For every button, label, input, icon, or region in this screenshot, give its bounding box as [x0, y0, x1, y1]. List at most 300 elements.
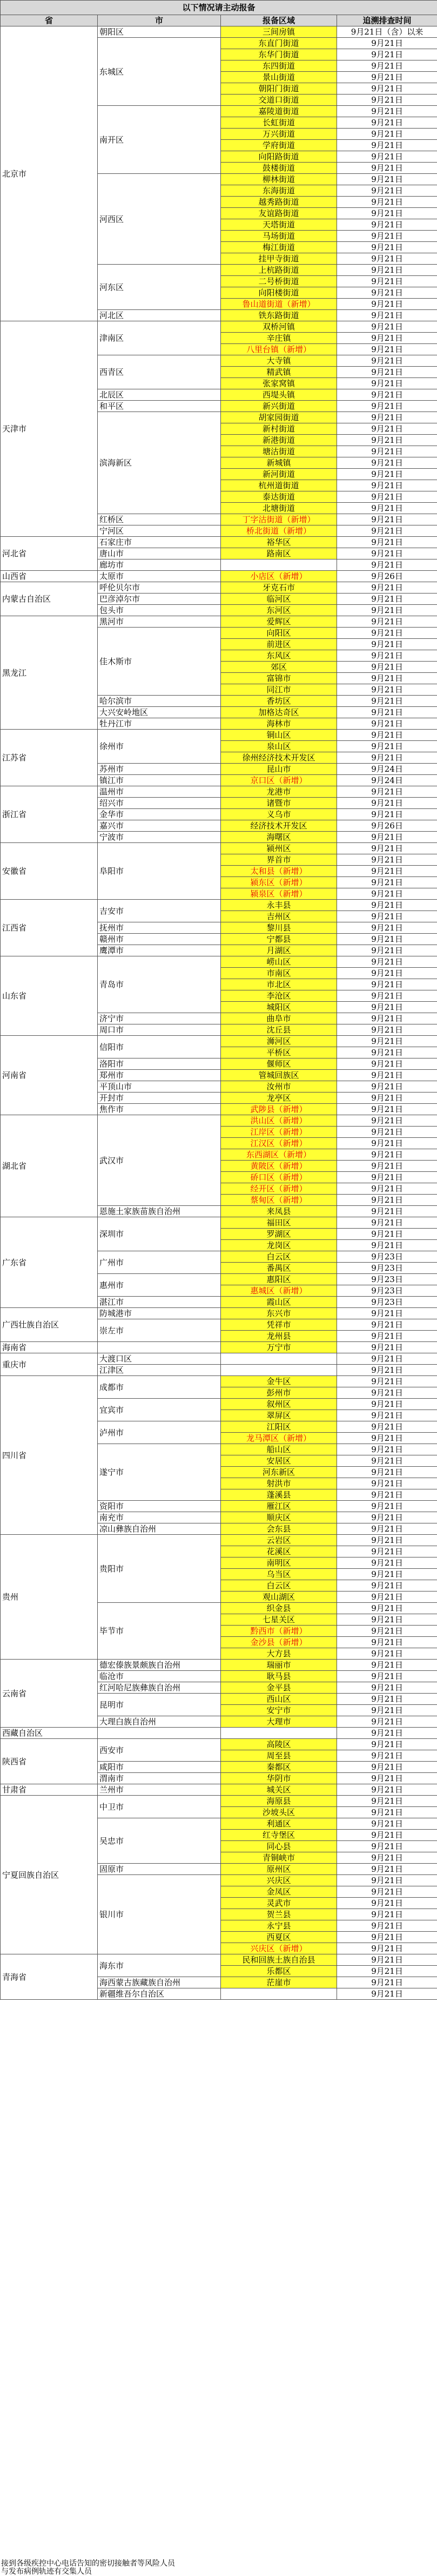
time-cell: 9月21日 — [337, 1660, 437, 1671]
area-cell: 富锦市 — [221, 673, 337, 684]
province-cell: 甘肃省 — [1, 1784, 98, 1796]
area-cell: 朝阳门街道 — [221, 83, 337, 95]
time-cell: 9月21日 — [337, 1161, 437, 1172]
city-cell: 巴彦淖尔市 — [98, 594, 221, 605]
city-cell: 渭南市 — [98, 1773, 221, 1784]
area-cell: 青铜峡市 — [221, 1852, 337, 1864]
city-cell: 太原市 — [98, 571, 221, 582]
city-cell: 遂宁市 — [98, 1444, 221, 1501]
time-cell: 9月21日 — [337, 287, 437, 299]
time-cell: 9月21日 — [337, 1127, 437, 1138]
city-cell: 廊坊市 — [98, 559, 221, 571]
area-cell: 诸暨市 — [221, 798, 337, 809]
area-cell: 大理市 — [221, 1716, 337, 1728]
province-cell: 山东省 — [1, 956, 98, 1036]
city-cell: 焦作市 — [98, 1104, 221, 1115]
province-cell: 黑龙江 — [1, 616, 98, 730]
time-cell: 9月21日 — [337, 752, 437, 764]
area-cell: 新港街道 — [221, 435, 337, 446]
area-cell: 白云区 — [221, 1580, 337, 1592]
time-cell: 9月21日 — [337, 140, 437, 151]
time-cell: 9月21日 — [337, 1603, 437, 1614]
area-cell: 金凤区 — [221, 1886, 337, 1898]
time-cell: 9月21日 — [337, 718, 437, 730]
area-cell: 黔西市（新增） — [221, 1626, 337, 1637]
city-cell: 南充市 — [98, 1512, 221, 1523]
area-cell: 张家窝镇 — [221, 378, 337, 389]
city-cell: 大理白族自治州 — [98, 1716, 221, 1728]
time-cell: 9月21日 — [337, 321, 437, 333]
time-cell: 9月21日 — [337, 1138, 437, 1149]
city-cell: 济宁市 — [98, 1013, 221, 1024]
area-cell: 新兴街道 — [221, 401, 337, 412]
time-cell: 9月21日 — [337, 1104, 437, 1115]
area-cell: 东兴市 — [221, 1308, 337, 1319]
area-cell: 平桥区 — [221, 1047, 337, 1058]
city-cell: 津南区 — [98, 321, 221, 355]
province-cell: 安徽省 — [1, 843, 98, 900]
city-cell: 新疆维吾尔自治区 — [98, 1988, 221, 2000]
province-cell: 内蒙古自治区 — [1, 582, 98, 616]
time-cell: 9月21日 — [337, 1966, 437, 1977]
time-cell: 9月21日 — [337, 72, 437, 83]
time-cell: 9月21日 — [337, 1195, 437, 1206]
city-cell: 赣州市 — [98, 934, 221, 945]
time-cell: 9月21日 — [337, 106, 437, 117]
area-cell: 鲁山道街道（新增） — [221, 299, 337, 310]
city-cell: 红河哈尼族彝族自治州 — [98, 1682, 221, 1694]
time-cell: 9月21日 — [337, 979, 437, 990]
area-cell: 霞山区 — [221, 1297, 337, 1308]
time-cell: 9月21日 — [337, 968, 437, 979]
area-cell: 原州区 — [221, 1864, 337, 1875]
province-cell: 四川省 — [1, 1376, 98, 1535]
table-title: 以下情况请主动报备 — [1, 1, 437, 15]
area-cell: 贺兰县 — [221, 1909, 337, 1920]
province-cell: 贵州 — [1, 1535, 98, 1660]
table-row — [1, 1784, 437, 1796]
table-row — [1, 571, 437, 582]
time-cell: 9月21日 — [337, 1206, 437, 1217]
city-cell: 兰州市 — [98, 1784, 221, 1796]
time-cell: 9月21日 — [337, 1739, 437, 1750]
table-row — [1, 1342, 437, 1353]
area-cell: 梅江街道 — [221, 242, 337, 253]
area-cell: 天塔街道 — [221, 219, 337, 231]
area-cell: 西堤头镇 — [221, 389, 337, 401]
time-cell: 9月21日 — [337, 1841, 437, 1852]
area-cell: 双桥河镇 — [221, 321, 337, 333]
area-cell: 海原县 — [221, 1796, 337, 1807]
time-cell: 9月21日 — [337, 1093, 437, 1104]
city-cell: 河西区 — [98, 174, 221, 265]
area-cell: 蓬溪县 — [221, 1489, 337, 1501]
province-cell: 江苏省 — [1, 730, 98, 786]
time-cell: 9月21日 — [337, 594, 437, 605]
time-cell: 9月21日 — [337, 1784, 437, 1796]
area-cell: 宁都县 — [221, 934, 337, 945]
time-cell: 9月21日 — [337, 1455, 437, 1467]
city-cell: 海东市 — [98, 1954, 221, 1977]
area-cell: 黄陂区（新增） — [221, 1161, 337, 1172]
area-cell: 柳林街道 — [221, 174, 337, 185]
area-cell: 翠屏区 — [221, 1410, 337, 1421]
time-cell: 9月21日 — [337, 60, 437, 72]
area-cell: 临河区 — [221, 594, 337, 605]
time-cell: 9月21日 — [337, 1444, 437, 1455]
table-row — [1, 1796, 437, 1807]
area-cell: 友谊路街道 — [221, 208, 337, 219]
time-cell: 9月21日 — [337, 1501, 437, 1512]
area-cell: 东华门街道 — [221, 49, 337, 60]
time-cell: 9月26日 — [337, 571, 437, 582]
city-cell: 洛阳市 — [98, 1058, 221, 1070]
area-cell: 鼓楼街道 — [221, 163, 337, 174]
time-cell: 9月21日 — [337, 707, 437, 718]
city-cell: 镇江市 — [98, 775, 221, 786]
area-cell: 新河街道 — [221, 469, 337, 480]
header-city: 市 — [98, 15, 221, 26]
area-cell: 龙港市 — [221, 786, 337, 798]
time-cell: 9月21日 — [337, 1183, 437, 1195]
city-cell: 海西蒙古族藏族自治州 — [98, 1977, 221, 1988]
time-cell: 9月21日 — [337, 1149, 437, 1161]
table-body — [1, 26, 437, 2000]
city-cell: 吉安市 — [98, 900, 221, 922]
area-cell: 桥北街道（新增） — [221, 525, 337, 537]
time-cell: 9月21日 — [337, 1943, 437, 1954]
time-cell: 9月21日 — [337, 1387, 437, 1399]
time-cell: 9月21日 — [337, 423, 437, 435]
area-cell: 龙州县 — [221, 1331, 337, 1342]
city-cell: 吴忠市 — [98, 1818, 221, 1864]
time-cell: 9月21日 — [337, 151, 437, 163]
time-cell: 9月21日 — [337, 83, 437, 95]
time-cell: 9月21日 — [337, 1694, 437, 1705]
area-cell: 市南区 — [221, 968, 337, 979]
city-cell: 南开区 — [98, 106, 221, 174]
province-cell: 河南省 — [1, 1036, 98, 1115]
area-cell: 嘉陵道街道 — [221, 106, 337, 117]
table-row — [1, 26, 437, 38]
area-cell: 金牛区 — [221, 1376, 337, 1387]
city-cell: 青岛市 — [98, 956, 221, 1013]
province-cell: 河北省 — [1, 537, 98, 571]
city-cell: 朝阳区 — [98, 26, 221, 38]
time-cell: 9月21日 — [337, 605, 437, 616]
time-cell: 9月21日 — [337, 1229, 437, 1240]
area-cell: 向阳路街道 — [221, 151, 337, 163]
time-cell: 9月21日 — [337, 412, 437, 423]
area-cell: 爱辉区 — [221, 616, 337, 628]
time-cell: 9月21日 — [337, 276, 437, 287]
city-cell: 红桥区 — [98, 514, 221, 525]
city-cell: 开封市 — [98, 1093, 221, 1104]
time-cell: 9月21日 — [337, 1535, 437, 1546]
area-cell: 叙州区 — [221, 1399, 337, 1410]
area-cell: 秦都区 — [221, 1762, 337, 1773]
area-cell: 向阳区 — [221, 628, 337, 639]
time-cell: 9月21日 — [337, 1331, 437, 1342]
area-cell: 偃师区 — [221, 1058, 337, 1070]
area-cell: 东河区 — [221, 605, 337, 616]
area-cell: 昆山市 — [221, 764, 337, 775]
city-cell: 哈尔滨市 — [98, 696, 221, 707]
time-cell: 9月21日 — [337, 1013, 437, 1024]
area-cell: 江岸区（新增） — [221, 1127, 337, 1138]
area-cell: 经开区（新增） — [221, 1183, 337, 1195]
time-cell: 9月21日 — [337, 832, 437, 843]
city-cell: 鹰潭市 — [98, 945, 221, 956]
area-cell: 惠阳区 — [221, 1274, 337, 1285]
time-cell: 9月21日 — [337, 1467, 437, 1478]
area-cell — [221, 1728, 337, 1739]
city-cell: 牡丹江市 — [98, 718, 221, 730]
time-cell: 9月21日 — [337, 163, 437, 174]
time-cell: 9月21日 — [337, 1580, 437, 1592]
time-cell: 9月21日 — [337, 1365, 437, 1376]
area-cell: 学府街道 — [221, 140, 337, 151]
area-cell: 大寺镇 — [221, 355, 337, 367]
area-cell: 海曙区 — [221, 832, 337, 843]
time-cell: 9月21日 — [337, 1421, 437, 1433]
time-cell: 9月21日 — [337, 798, 437, 809]
time-cell: 9月21日 — [337, 1830, 437, 1841]
area-cell: 城阳区 — [221, 1002, 337, 1013]
city-cell: 大渡口区 — [98, 1353, 221, 1365]
area-cell: 观山湖区 — [221, 1592, 337, 1603]
time-cell: 9月21日 — [337, 741, 437, 752]
time-cell: 9月21日 — [337, 208, 437, 219]
area-cell: 丁字沽街道（新增） — [221, 514, 337, 525]
city-cell: 包头市 — [98, 605, 221, 616]
city-cell: 大兴安岭地区 — [98, 707, 221, 718]
area-cell: 香坊区 — [221, 696, 337, 707]
area-cell: 路南区 — [221, 548, 337, 559]
header-time: 追溯排查时间 — [337, 15, 437, 26]
city-cell: 贵阳市 — [98, 1535, 221, 1603]
area-cell: 上杭路街道 — [221, 265, 337, 276]
area-cell: 郊区 — [221, 662, 337, 673]
table-row — [1, 582, 437, 594]
area-cell: 浉河区 — [221, 1036, 337, 1047]
time-cell: 9月21日 — [337, 1773, 437, 1784]
area-cell: 颍州区 — [221, 843, 337, 854]
area-cell: 曲阜市 — [221, 1013, 337, 1024]
table-row — [1, 1660, 437, 1671]
city-cell: 阜阳市 — [98, 843, 221, 900]
time-cell: 9月21日 — [337, 1047, 437, 1058]
city-cell: 黑河市 — [98, 616, 221, 628]
area-cell: 红寺堡区 — [221, 1830, 337, 1841]
time-cell: 9月21日 — [337, 1932, 437, 1943]
city-cell: 嘉兴市 — [98, 820, 221, 832]
area-cell: 龙岗区 — [221, 1240, 337, 1251]
time-cell: 9月21日 — [337, 1909, 437, 1920]
city-cell: 西青区 — [98, 355, 221, 389]
time-cell: 9月21日 — [337, 389, 437, 401]
time-cell: 9月21日 — [337, 1614, 437, 1626]
area-cell — [221, 1988, 337, 2000]
area-cell: 江阳区 — [221, 1421, 337, 1433]
time-cell: 9月21日 — [337, 809, 437, 820]
time-cell: 9月21日 — [337, 491, 437, 503]
area-cell: 同江市 — [221, 684, 337, 696]
area-cell: 李沧区 — [221, 990, 337, 1002]
time-cell: 9月21日 — [337, 1626, 437, 1637]
area-cell: 雁江区 — [221, 1501, 337, 1512]
time-cell: 9月21日 — [337, 1557, 437, 1569]
time-cell: 9月21日 — [337, 1988, 437, 2000]
time-cell: 9月21日 — [337, 1592, 437, 1603]
area-cell: 高陵区 — [221, 1739, 337, 1750]
time-cell: 9月21日 — [337, 401, 437, 412]
area-cell: 东风区 — [221, 650, 337, 662]
area-cell: 徐州经济技术开发区 — [221, 752, 337, 764]
city-cell: 惠州市 — [98, 1274, 221, 1297]
table-row — [1, 1954, 437, 1966]
area-cell: 泉山区 — [221, 741, 337, 752]
time-cell: 9月21日 — [337, 435, 437, 446]
province-cell: 陕西省 — [1, 1739, 98, 1784]
city-cell: 固原市 — [98, 1864, 221, 1875]
table-row — [1, 956, 437, 968]
area-cell: 加格达奇区 — [221, 707, 337, 718]
area-cell: 兴庆区（新增） — [221, 1943, 337, 1954]
city-cell: 宁河区 — [98, 525, 221, 537]
table-row — [1, 1535, 437, 1546]
time-cell: 9月21日 — [337, 310, 437, 321]
time-cell: 9月21日 — [337, 1546, 437, 1557]
time-cell: 9月21日 — [337, 1818, 437, 1830]
time-cell: 9月21日 — [337, 1342, 437, 1353]
time-cell: 9月21日 — [337, 95, 437, 106]
time-cell: 9月21日 — [337, 1671, 437, 1682]
area-cell: 向阳楼街道 — [221, 287, 337, 299]
city-cell: 崇左市 — [98, 1319, 221, 1342]
time-cell: 9月21日 — [337, 956, 437, 968]
area-cell: 彭州市 — [221, 1387, 337, 1399]
time-cell: 9月21日 — [337, 1977, 437, 1988]
area-cell: 胡家园街道 — [221, 412, 337, 423]
time-cell: 9月21日 — [337, 1399, 437, 1410]
area-cell: 东四街道 — [221, 60, 337, 72]
time-cell: 9月21日 — [337, 911, 437, 922]
time-cell: 9月21日 — [337, 1489, 437, 1501]
city-cell: 深圳市 — [98, 1217, 221, 1251]
time-cell: 9月21日 — [337, 253, 437, 265]
table-row — [1, 1036, 437, 1047]
city-cell: 滨海新区 — [98, 412, 221, 514]
area-cell: 二号桥街道 — [221, 276, 337, 287]
area-cell — [221, 1353, 337, 1365]
table-row — [1, 1739, 437, 1750]
area-cell: 东直门街道 — [221, 38, 337, 49]
time-cell: 9月21日 — [337, 1750, 437, 1762]
area-cell: 乌当区 — [221, 1569, 337, 1580]
time-cell: 9月21日 — [337, 333, 437, 344]
time-cell: 9月21日 — [337, 1319, 437, 1331]
time-cell: 9月21日 — [337, 922, 437, 934]
time-cell: 9月21日 — [337, 174, 437, 185]
time-cell: 9月21日 — [337, 480, 437, 491]
time-cell: 9月21日 — [337, 219, 437, 231]
table-row — [1, 1217, 437, 1229]
time-cell: 9月21日 — [337, 1308, 437, 1319]
city-cell: 宁波市 — [98, 832, 221, 843]
area-cell: 射洪市 — [221, 1478, 337, 1489]
time-cell: 9月21日 — [337, 1217, 437, 1229]
time-cell: 9月21日 — [337, 684, 437, 696]
area-cell: 硚口区（新增） — [221, 1172, 337, 1183]
area-cell: 市北区 — [221, 979, 337, 990]
table-row — [1, 730, 437, 741]
time-cell: 9月26日 — [337, 820, 437, 832]
time-cell: 9月21日 — [337, 1115, 437, 1127]
area-cell: 京口区（新增） — [221, 775, 337, 786]
area-cell: 罗湖区 — [221, 1229, 337, 1240]
area-cell: 乐都区 — [221, 1966, 337, 1977]
area-cell: 万兴街道 — [221, 129, 337, 140]
time-cell: 9月21日 — [337, 1864, 437, 1875]
city-cell: 苏州市 — [98, 764, 221, 775]
time-cell: 9月21日 — [337, 378, 437, 389]
area-cell: 番禺区 — [221, 1263, 337, 1274]
time-cell: 9月21日 — [337, 582, 437, 594]
city-cell: 金华市 — [98, 809, 221, 820]
time-cell: 9月21日 — [337, 367, 437, 378]
time-cell: 9月21日 — [337, 231, 437, 242]
area-cell: 月湖区 — [221, 945, 337, 956]
area-cell: 安居区 — [221, 1455, 337, 1467]
city-cell: 北辰区 — [98, 389, 221, 401]
city-cell: 凉山彝族自治州 — [98, 1523, 221, 1535]
header-area: 报备区域 — [221, 15, 337, 26]
time-cell: 9月23日 — [337, 1251, 437, 1263]
province-cell: 广西壮族自治区 — [1, 1308, 98, 1342]
time-cell: 9月21日 — [337, 1002, 437, 1013]
area-cell: 七星关区 — [221, 1614, 337, 1626]
time-cell: 9月21日 — [337, 650, 437, 662]
area-cell: 管城回族区 — [221, 1070, 337, 1081]
city-cell: 平顶山市 — [98, 1081, 221, 1093]
time-cell: 9月21日 — [337, 1807, 437, 1818]
city-cell: 毕节市 — [98, 1603, 221, 1660]
city-cell: 河东区 — [98, 265, 221, 310]
area-cell: 铜山区 — [221, 730, 337, 741]
area-cell: 安宁市 — [221, 1705, 337, 1716]
area-cell: 大方县 — [221, 1648, 337, 1660]
area-cell: 精武镇 — [221, 367, 337, 378]
city-cell: 广州市 — [98, 1251, 221, 1274]
time-cell: 9月21日 — [337, 49, 437, 60]
city-cell: 银川市 — [98, 1875, 221, 1954]
city-cell: 徐州市 — [98, 730, 221, 764]
time-cell: 9月23日 — [337, 1263, 437, 1274]
time-cell: 9月21日 — [337, 934, 437, 945]
province-cell: 重庆市 — [1, 1353, 98, 1376]
area-cell: 永丰县 — [221, 900, 337, 911]
time-cell: 9月21日 — [337, 559, 437, 571]
area-cell: 船山区 — [221, 1444, 337, 1455]
area-cell: 利通区 — [221, 1818, 337, 1830]
time-cell: 9月21日 — [337, 1898, 437, 1909]
time-cell: 9月21日 — [337, 1024, 437, 1036]
area-cell: 同心县 — [221, 1841, 337, 1852]
time-cell: 9月21日 — [337, 1512, 437, 1523]
city-cell: 抚州市 — [98, 922, 221, 934]
area-cell: 金平县 — [221, 1682, 337, 1694]
